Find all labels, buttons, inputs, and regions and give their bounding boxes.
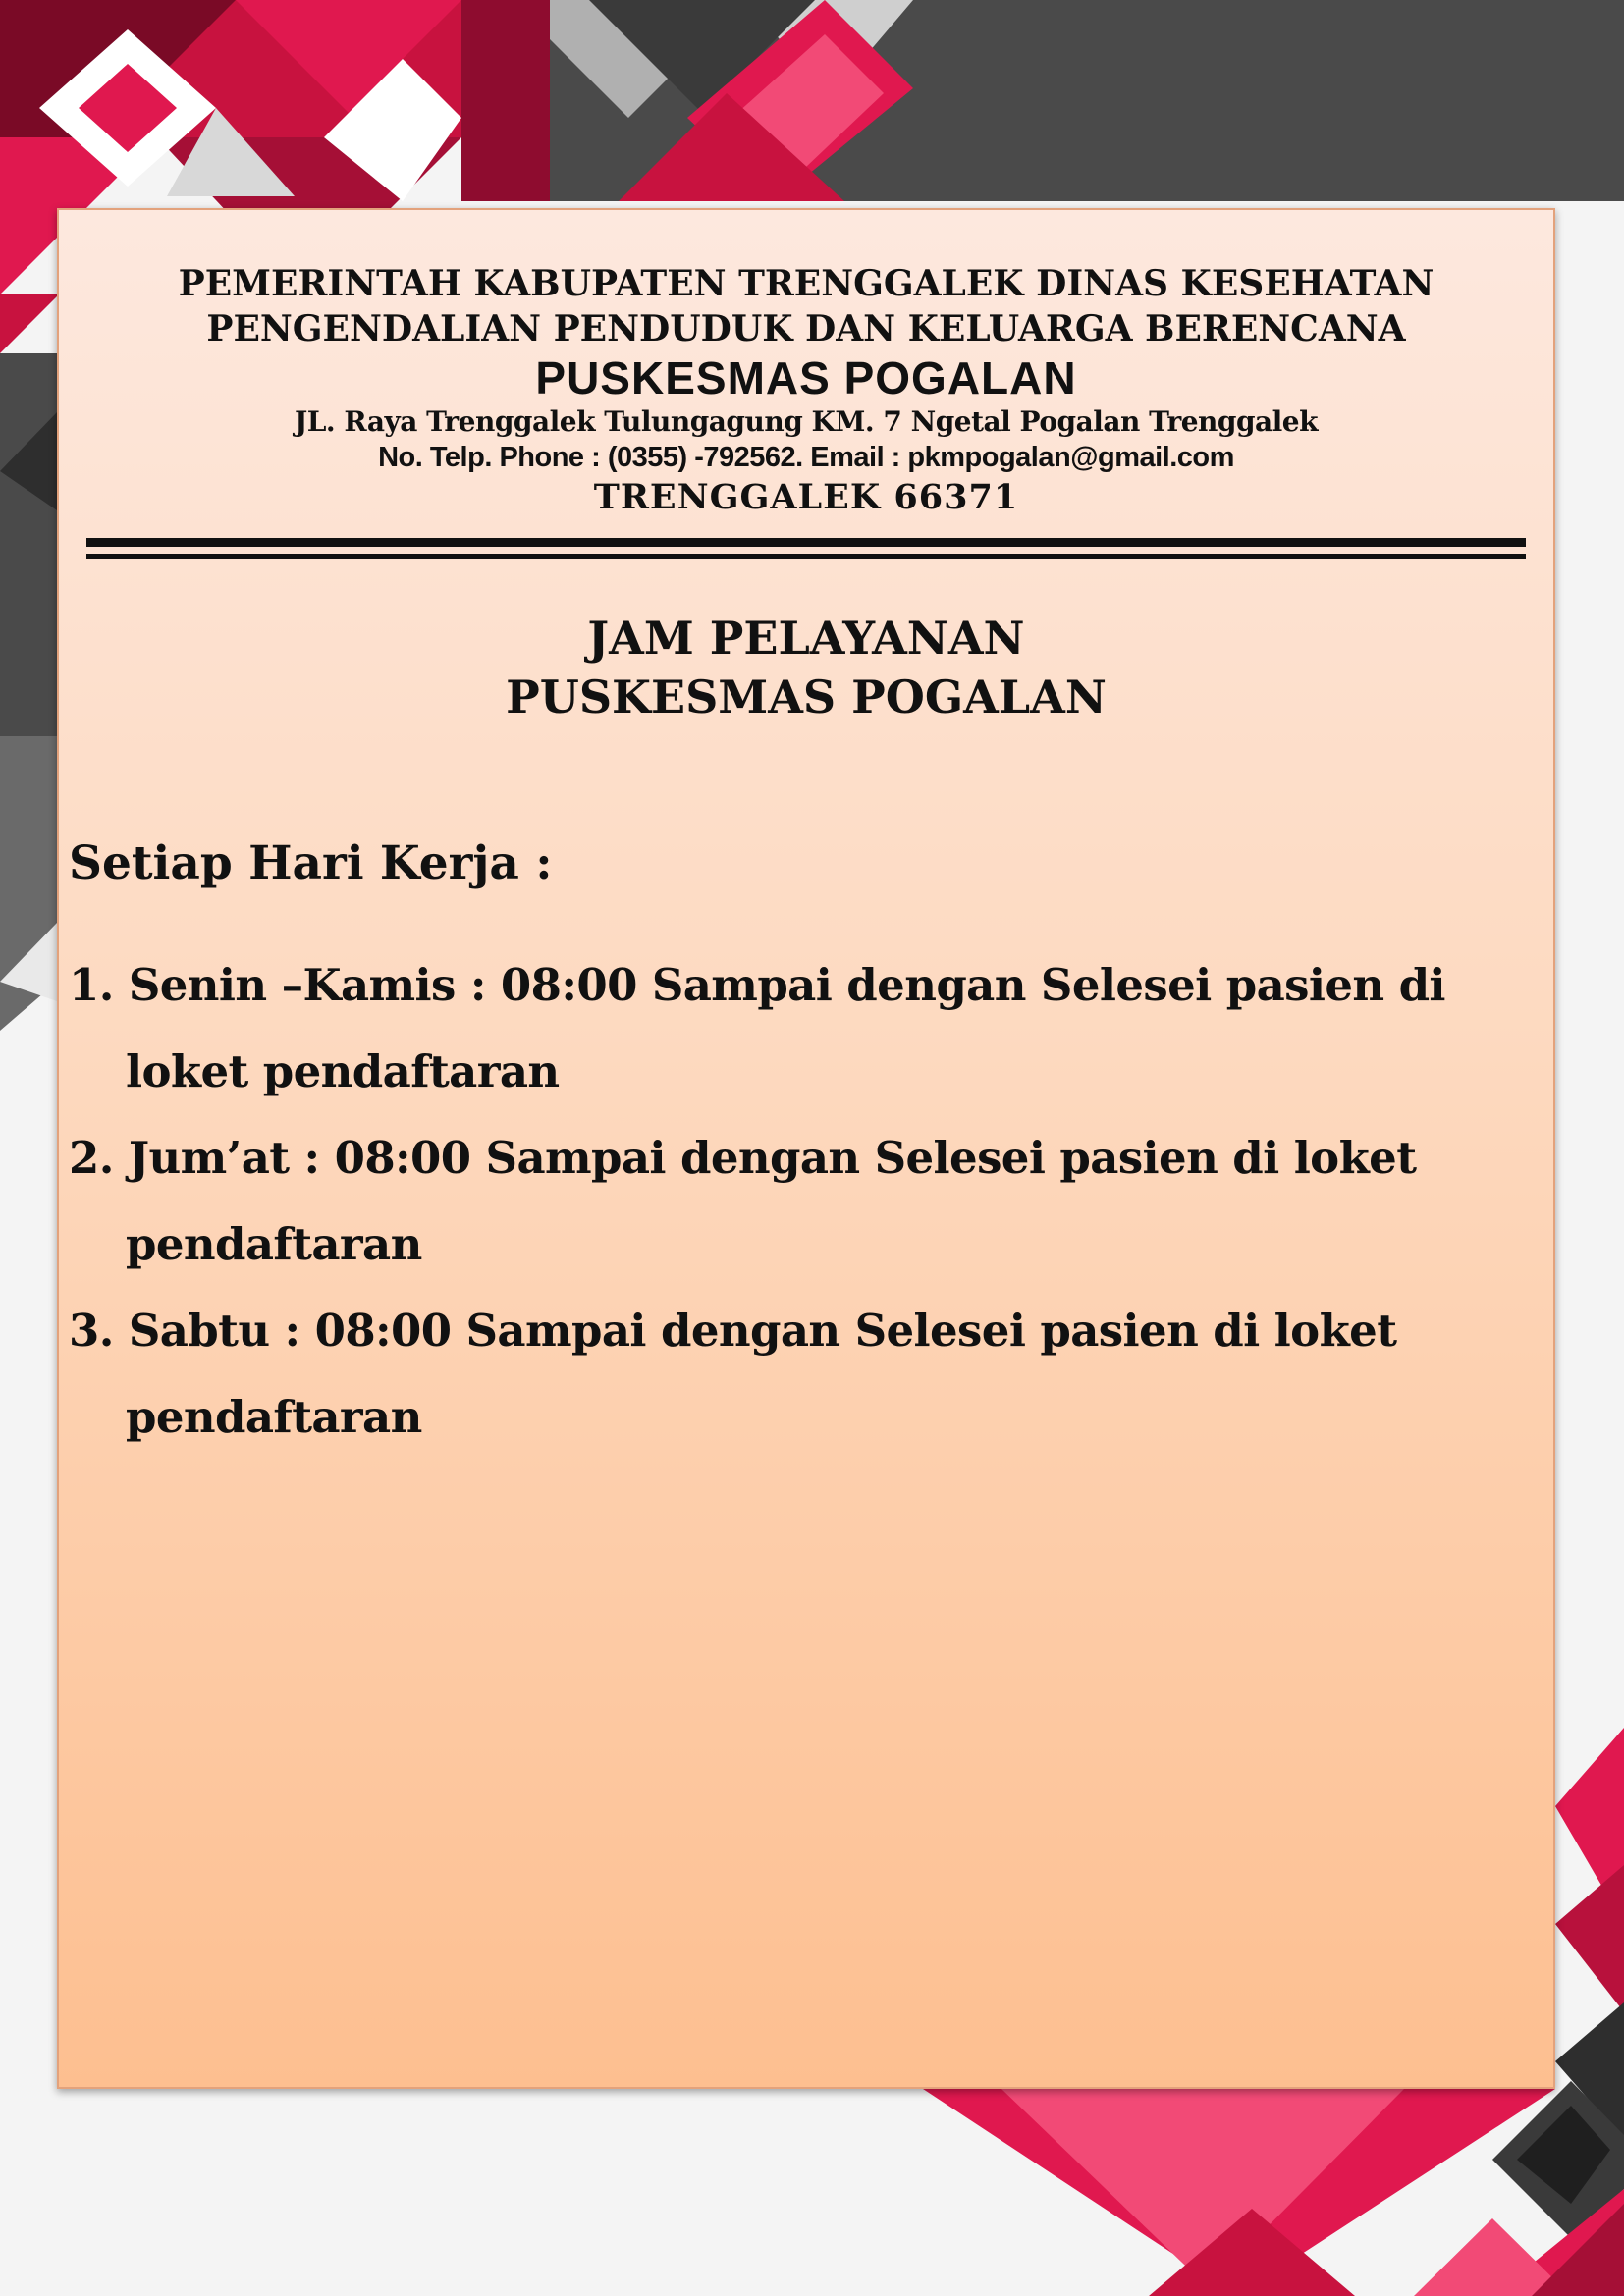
schedule-item-saturday: 3. Sabtu : 08:00 Sampai dengan Selesei pasien di loket pendaftaran	[69, 1305, 1397, 1443]
letterhead	[59, 261, 1553, 520]
title-line-2: PUSKESMAS POGALAN	[506, 670, 1107, 723]
letterhead-divider-thin	[86, 554, 1526, 559]
letterhead-department-line: PENGENDALIAN PENDUDUK DAN KELUARGA BERENCANA	[206, 308, 1406, 349]
letterhead-address: JL. Raya Trenggalek Tulungagung KM. 7 Ngetal Pogalan Trenggalek	[294, 405, 1319, 438]
letterhead-contact: No. Telp. Phone : (0355) -792562. Email : pkmpogalan@gmail.com	[378, 442, 1234, 473]
schedule-item-mon-thu: 1. Senin –Kamis : 08:00 Sampai dengan Selesei pasien di loket pendaftaran	[69, 959, 1445, 1097]
service-hours-card	[57, 208, 1555, 2089]
letterhead-government-line: PEMERINTAH KABUPATEN TRENGGALEK DINAS KESEHATAN	[178, 263, 1435, 304]
schedule-item-friday: 2. Jum’at : 08:00 Sampai dengan Selesei pasien di loket pendaftaran	[69, 1132, 1417, 1270]
letterhead-institution-name: PUSKESMAS POGALAN	[535, 352, 1077, 403]
document-title	[59, 609, 1553, 726]
title-line-1: JAM PELAYANAN	[587, 612, 1025, 665]
working-days-heading: Setiap Hari Kerja :	[69, 836, 553, 890]
letterhead-city: TRENGGALEK 66371	[593, 477, 1019, 517]
letterhead-divider-thick	[86, 538, 1526, 547]
schedule-list	[69, 942, 1551, 1461]
